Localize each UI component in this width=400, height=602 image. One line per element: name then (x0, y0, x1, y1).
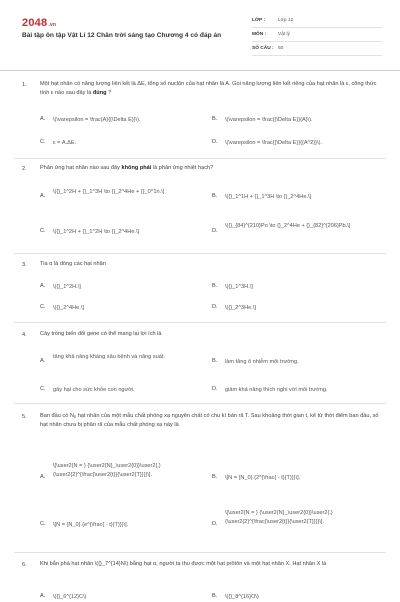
option-letter: A. (40, 474, 46, 480)
option-letter: B. (212, 593, 218, 599)
option-text: \[\user2{N = } {\user2{N}_\user2{0}}\user2{.} {\user2{2}^{\frac{\user2{t}}{\user2{T}}}}\]. (225, 510, 333, 525)
option-text: \({}_6^{12}C\) (53, 594, 87, 600)
option-text: \({}_2^4He.\] (53, 305, 84, 311)
option-letter: A. (40, 193, 46, 199)
question-text-part: Phản ứng hạt nhân nào sau đây (40, 165, 122, 171)
option-letter: A. (40, 593, 46, 599)
meta-count-label: SỐ CÂU : (252, 46, 274, 51)
question-number: 2. (22, 166, 27, 172)
question-emphasis: đúng (92, 90, 107, 96)
option-letter: D. (212, 521, 218, 527)
meta-subject-row (252, 28, 382, 42)
question-number: 5. (22, 414, 27, 420)
meta-class-label: LỚP : (252, 18, 266, 23)
option-letter: B. (212, 116, 218, 122)
question-number: 1. (22, 82, 27, 88)
question-number: 6. (22, 562, 27, 568)
option-letter: C. (40, 386, 46, 392)
option-letter: C. (40, 521, 46, 527)
meta-class-value: Lớp 12 (278, 18, 294, 23)
option-letter: D. (212, 228, 218, 234)
option-letter: C. (40, 304, 46, 310)
option-text: tăng khả năng kháng sâu bệnh và năng suất. (53, 354, 165, 360)
option-text: \(\varepsilon = \frac{{\Delta E}}{{A^2}}\). (225, 140, 323, 146)
header-divider (0, 70, 400, 71)
question-text-part: ? (106, 90, 112, 96)
question-number: 3. (22, 262, 27, 268)
option-letter: B. (212, 283, 218, 289)
option-letter: B. (212, 193, 218, 199)
question-divider (14, 253, 386, 254)
question-text: Khi bắn phá hạt nhân \({}_7^{14}N\) bằng hạt α, người ta thu được một hạt prôtôn và một hạt nhân X. Hạt nhân X là (40, 561, 327, 567)
logo-brand: 2048 (22, 17, 48, 29)
option-letter: C. (40, 228, 46, 234)
question-text-part: Một hạt nhân có năng lượng liên kết là ΔE, tổng số nuclôn của hạt nhân là A. Gọi năng lượng liên kết riêng của hạt nhân là ε, công thức tính ε nào sau đây là (40, 81, 377, 96)
option-text: \({}_1^2H + {}_1^2H \to {}_2^4He.\] (53, 229, 140, 235)
meta-subject-value: Vật lý (278, 32, 290, 37)
question-text (40, 412, 385, 430)
site-logo[interactable] (22, 17, 56, 29)
option-text: giảm khả năng thích nghi với môi trường. (225, 387, 328, 393)
option-letter: D. (212, 304, 218, 310)
option-text: \({}_1^2H.\] (53, 284, 81, 290)
option-text: \({}_8^{16}O\) (225, 594, 259, 600)
question-subscript: 0 (73, 414, 77, 419)
option-letter: A. (40, 358, 46, 364)
question-text-part: hạt nhân của một mẫu chất phóng xạ nguyên chất có chu kì bán rã T. Sau khoảng thời gian t, kể từ thời điểm ban đầu, số hạt nhân chưa bị phân rã của mẫu chất phóng xạ này là (40, 413, 379, 428)
question-divider (14, 552, 386, 553)
meta-class-row (252, 14, 382, 28)
question-text-part: là phản ứng nhiệt hạch? (151, 165, 214, 171)
question-divider (14, 322, 386, 323)
question-emphasis: không phải (121, 165, 152, 171)
option-text: \(\varepsilon = \frac{A}{{\Delta E}}\). (53, 117, 141, 123)
question-text: Tia α là dòng các hạt nhân (40, 261, 106, 267)
option-text: \({}_{84}^{210}Po \to {}_2^4He + {}_{82}^{206}Pb.\] (225, 223, 351, 229)
option-letter: D. (212, 386, 218, 392)
option-text: \({}_1^3H.\] (225, 284, 253, 290)
option-text: \({}_1^1H + {}_1^3H \to {}_2^4He.\] (225, 194, 312, 200)
document-meta (252, 14, 382, 56)
question-text (40, 164, 385, 173)
option-letter: B. (212, 358, 218, 364)
option-letter: B. (212, 474, 218, 480)
option-letter: D. (212, 139, 218, 145)
document-header (22, 14, 382, 60)
meta-count-row (252, 42, 382, 56)
question-number: 4. (22, 332, 27, 338)
option-letter: A. (40, 116, 46, 122)
logo-suffix: .vn (48, 22, 57, 28)
option-text: \[N = {N_0}.{2^{\frac{ - t}{T}}}\]. (225, 475, 301, 481)
option-text: ε = A.ΔE. (53, 140, 77, 146)
option-text: \({}_2^3He.\] (225, 305, 256, 311)
question-divider (14, 158, 386, 159)
question-text-part: Ban đầu có N (40, 413, 74, 419)
option-text: \[\user2{N = } {\user2{N}_\user2{0}}\user2{.} {\user2{2}^{\frac{\user2{t}}{\user2{T}}}}\]. (53, 463, 161, 478)
meta-subject-label: MÔN : (252, 32, 267, 37)
option-text: \(\varepsilon = \frac{{\Delta E}}{A}\). (225, 117, 313, 123)
question-text (40, 80, 385, 98)
question-text: Cây trồng biến đổi gene có thể mang lại lợi ích là (40, 331, 162, 337)
option-text: gây hại cho sức khỏe con người. (53, 387, 135, 393)
option-text: \({}_1^2H + {}_1^3H \to {}_2^4He + {}_0^1n.\] (53, 189, 165, 195)
option-text: làm tăng ô nhiễm môi trường. (225, 359, 299, 365)
option-letter: A. (40, 283, 46, 289)
document-title: Bài tập ôn tập Vật Lí 12 Chân trời sáng tạo Chương 4 có đáp án (22, 32, 222, 39)
question-divider (14, 403, 386, 404)
option-letter: C. (40, 139, 46, 145)
option-text: \[N = {N_0}.{e^{\frac{ - t}{T}}}\]. (53, 522, 129, 528)
meta-count-value: 50 (278, 46, 284, 51)
